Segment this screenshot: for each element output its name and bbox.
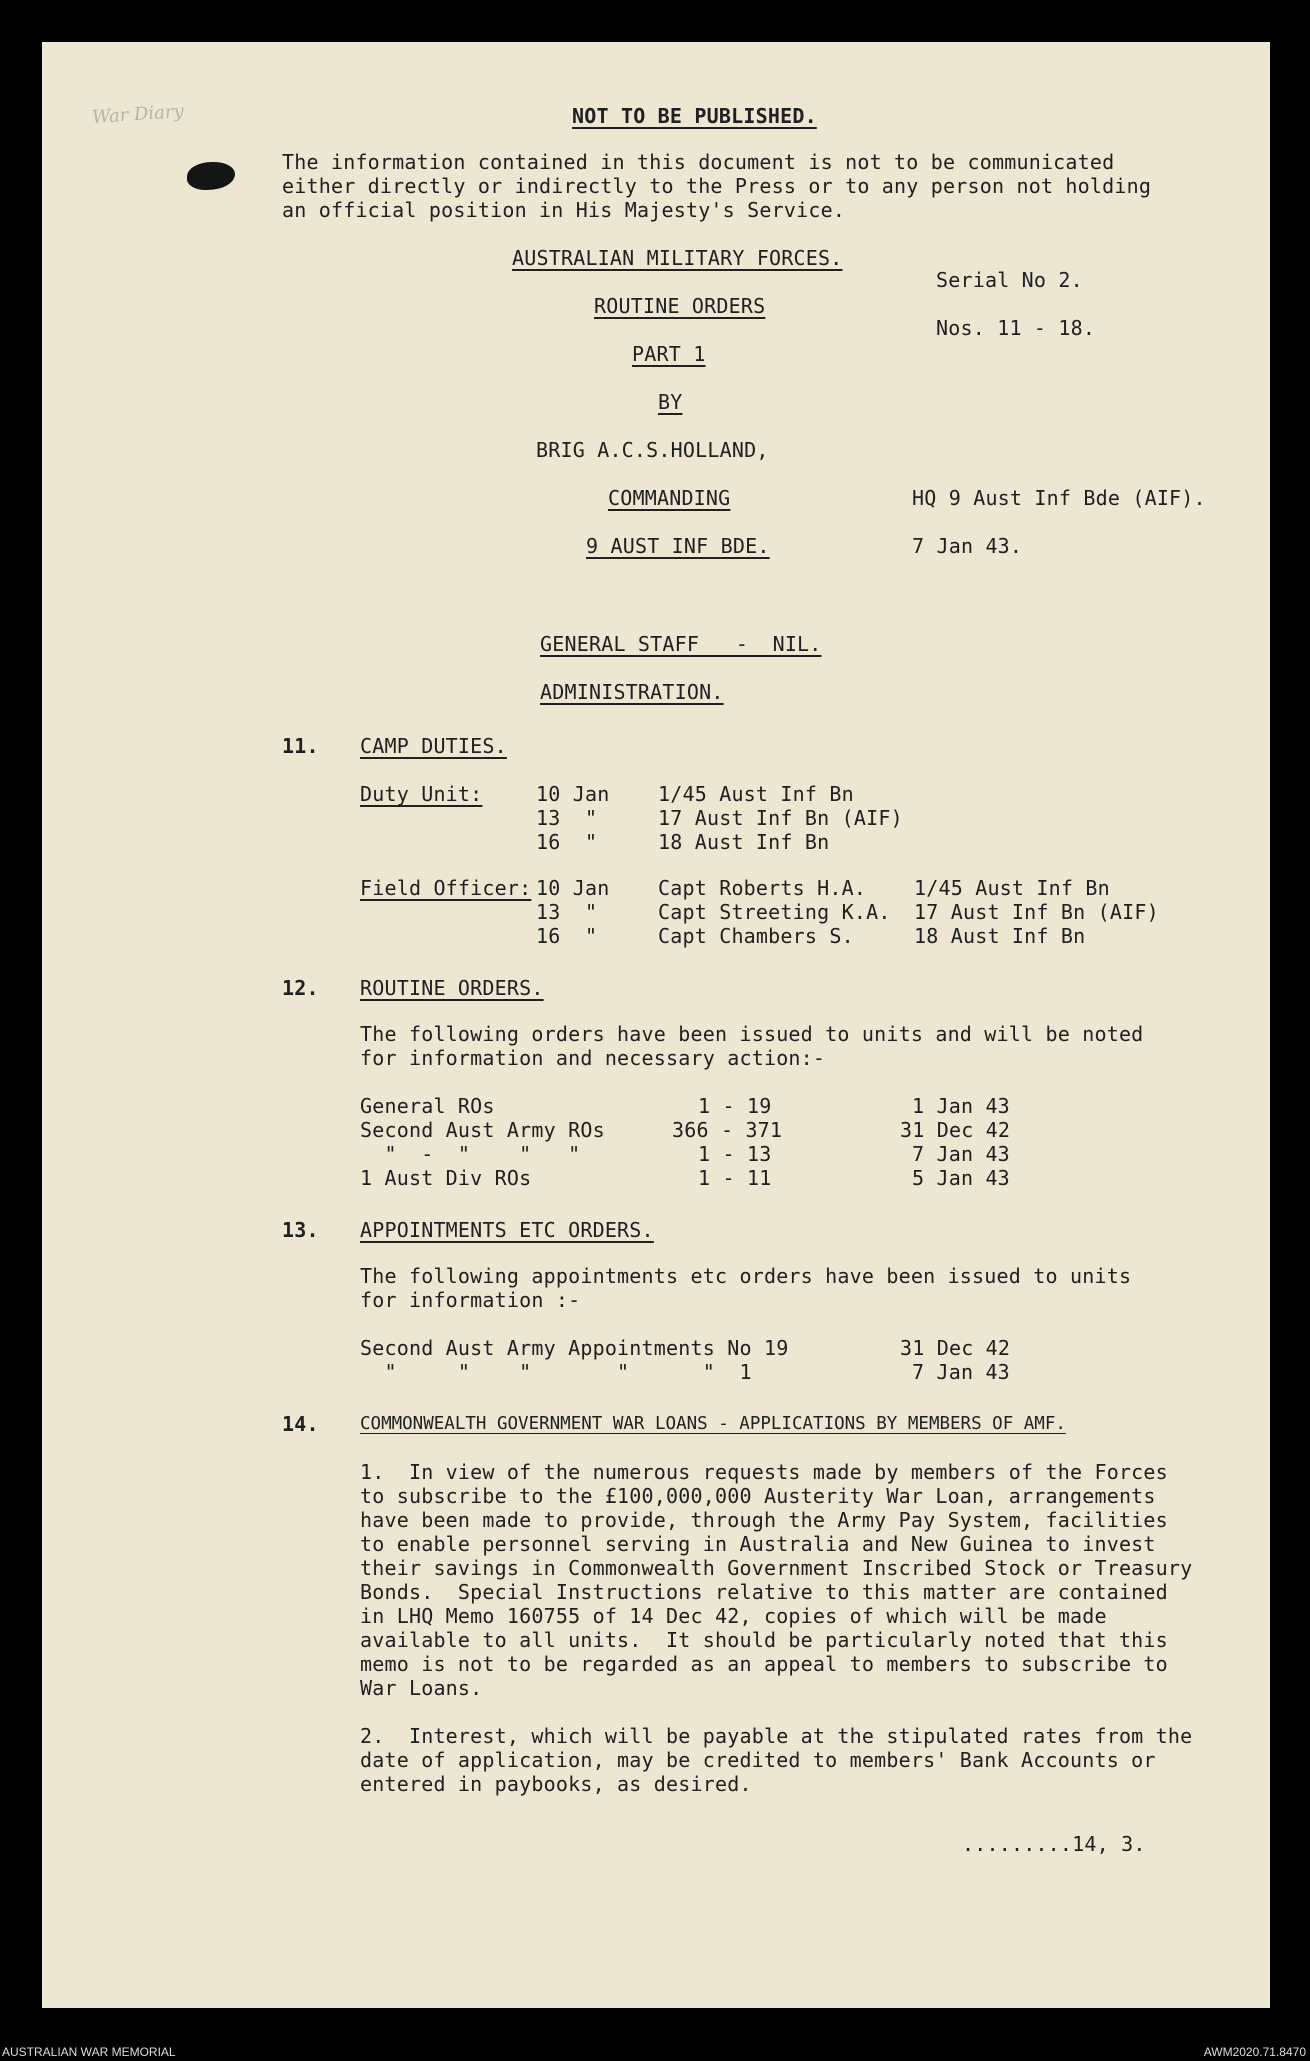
ro-range: 366 - 371: [672, 1118, 783, 1142]
duty-date: 16 ": [536, 830, 598, 854]
s13-text-line: The following appointments etc orders have been issued to units: [360, 1264, 1132, 1288]
officer-name: Capt Streeting K.A.: [658, 900, 891, 924]
s14-number: 14.: [282, 1412, 319, 1436]
appt-date: 7 Jan 43: [912, 1360, 1010, 1384]
s12-text-line: The following orders have been issued to units and will be noted: [360, 1022, 1144, 1046]
duty-unit: 18 Aust Inf Bn: [658, 830, 830, 854]
duty-date: 10 Jan: [536, 782, 610, 806]
field-officer-label: Field Officer:: [360, 876, 532, 900]
ro-range: 1 - 13: [698, 1142, 772, 1166]
s14-para1-line: memo is not to be regarded as an appeal to members to subscribe to: [360, 1652, 1168, 1676]
heading-unit: 9 AUST INF BDE.: [586, 534, 770, 558]
notice-line-3: an official position in His Majesty's Service.: [282, 198, 846, 222]
administration: ADMINISTRATION.: [540, 680, 724, 704]
ro-range: 1 - 11: [698, 1166, 772, 1190]
s14-para1-line: 1. In view of the numerous requests made by members of the Forces: [360, 1460, 1168, 1484]
s11-title: CAMP DUTIES.: [360, 734, 507, 758]
s11-number: 11.: [282, 734, 319, 758]
s14-para2-line: 2. Interest, which will be payable at the stipulated rates from the: [360, 1724, 1193, 1748]
officer-unit: 18 Aust Inf Bn: [914, 924, 1086, 948]
s14-para1-line: have been made to provide, through the Army Pay System, facilities: [360, 1508, 1168, 1532]
notice-line-1: The information contained in this document is not to be communicated: [282, 150, 1115, 174]
ro-date: 31 Dec 42: [900, 1118, 1011, 1142]
s14-para2-line: entered in paybooks, as desired.: [360, 1772, 752, 1796]
s12-number: 12.: [282, 976, 319, 1000]
s14-para1-line: to subscribe to the £100,000,000 Austerity War Loan, arrangements: [360, 1484, 1156, 1508]
s12-title: ROUTINE ORDERS.: [360, 976, 544, 1000]
ro-date: 5 Jan 43: [912, 1166, 1010, 1190]
duty-unit: 17 Aust Inf Bn (AIF): [658, 806, 903, 830]
appt-date: 31 Dec 42: [900, 1336, 1011, 1360]
officer-date: 16 ": [536, 924, 598, 948]
document-page: [42, 42, 1270, 2008]
notice-line-2: either directly or indirectly to the Press or to any person not holding: [282, 174, 1152, 198]
issue-date: 7 Jan 43.: [912, 534, 1023, 558]
heading-part: PART 1: [632, 342, 706, 366]
s13-text-line: for information :-: [360, 1288, 581, 1312]
ro-name: 1 Aust Div ROs: [360, 1166, 532, 1190]
duty-date: 13 ": [536, 806, 598, 830]
s14-title: COMMONWEALTH GOVERNMENT WAR LOANS - APPLICATIONS BY MEMBERS OF AMF.: [360, 1414, 1066, 1434]
duty-unit-label: Duty Unit:: [360, 782, 483, 806]
ro-range: 1 - 19: [698, 1094, 772, 1118]
ink-blot: [187, 162, 235, 190]
officer-name: Capt Roberts H.A.: [658, 876, 867, 900]
s14-para1-line: to enable personnel serving in Australia and New Guinea to invest: [360, 1532, 1156, 1556]
officer-unit: 1/45 Aust Inf Bn: [914, 876, 1110, 900]
footer-right: AWM2020.71.8470: [1203, 2045, 1306, 2059]
pencil-annotation: War Diary: [91, 100, 185, 129]
appt-name: " " " " " 1: [360, 1360, 752, 1384]
general-staff: GENERAL STAFF - NIL.: [540, 632, 822, 656]
heading-forces: AUSTRALIAN MILITARY FORCES.: [512, 246, 843, 270]
s14-para1-line: their savings in Commonwealth Government Inscribed Stock or Treasury: [360, 1556, 1193, 1580]
order-numbers: Nos. 11 - 18.: [936, 316, 1096, 340]
ro-date: 1 Jan 43: [912, 1094, 1010, 1118]
s13-title: APPOINTMENTS ETC ORDERS.: [360, 1218, 654, 1242]
ro-name: Second Aust Army ROs: [360, 1118, 605, 1142]
s14-para1-line: Bonds. Special Instructions relative to this matter are contained: [360, 1580, 1168, 1604]
s14-para1-line: in LHQ Memo 160755 of 14 Dec 42, copies of which will be made: [360, 1604, 1107, 1628]
s13-number: 13.: [282, 1218, 319, 1242]
s14-para2-line: date of application, may be credited to members' Bank Accounts or: [360, 1748, 1156, 1772]
hq-location: HQ 9 Aust Inf Bde (AIF).: [912, 486, 1206, 510]
s12-text-line: for information and necessary action:-: [360, 1046, 826, 1070]
officer-date: 13 ": [536, 900, 598, 924]
heading-commanding: COMMANDING: [608, 486, 731, 510]
s14-para1-line: available to all units. It should be particularly noted that this: [360, 1628, 1168, 1652]
footer-left: AUSTRALIAN WAR MEMORIAL: [2, 2045, 176, 2059]
ro-name: General ROs: [360, 1094, 495, 1118]
heading-orders: ROUTINE ORDERS: [594, 294, 766, 318]
ro-name: " - " " ": [360, 1142, 581, 1166]
heading-commander: BRIG A.C.S.HOLLAND,: [536, 438, 769, 462]
officer-unit: 17 Aust Inf Bn (AIF): [914, 900, 1159, 924]
serial-number: Serial No 2.: [936, 268, 1083, 292]
appt-name: Second Aust Army Appointments No 19: [360, 1336, 789, 1360]
heading-by: BY: [658, 390, 683, 414]
continuation-marker: .........14, 3.: [962, 1832, 1146, 1856]
header-title: NOT TO BE PUBLISHED.: [572, 104, 817, 128]
ro-date: 7 Jan 43: [912, 1142, 1010, 1166]
officer-date: 10 Jan: [536, 876, 610, 900]
s14-para1-line: War Loans.: [360, 1676, 483, 1700]
officer-name: Capt Chambers S.: [658, 924, 854, 948]
duty-unit: 1/45 Aust Inf Bn: [658, 782, 854, 806]
